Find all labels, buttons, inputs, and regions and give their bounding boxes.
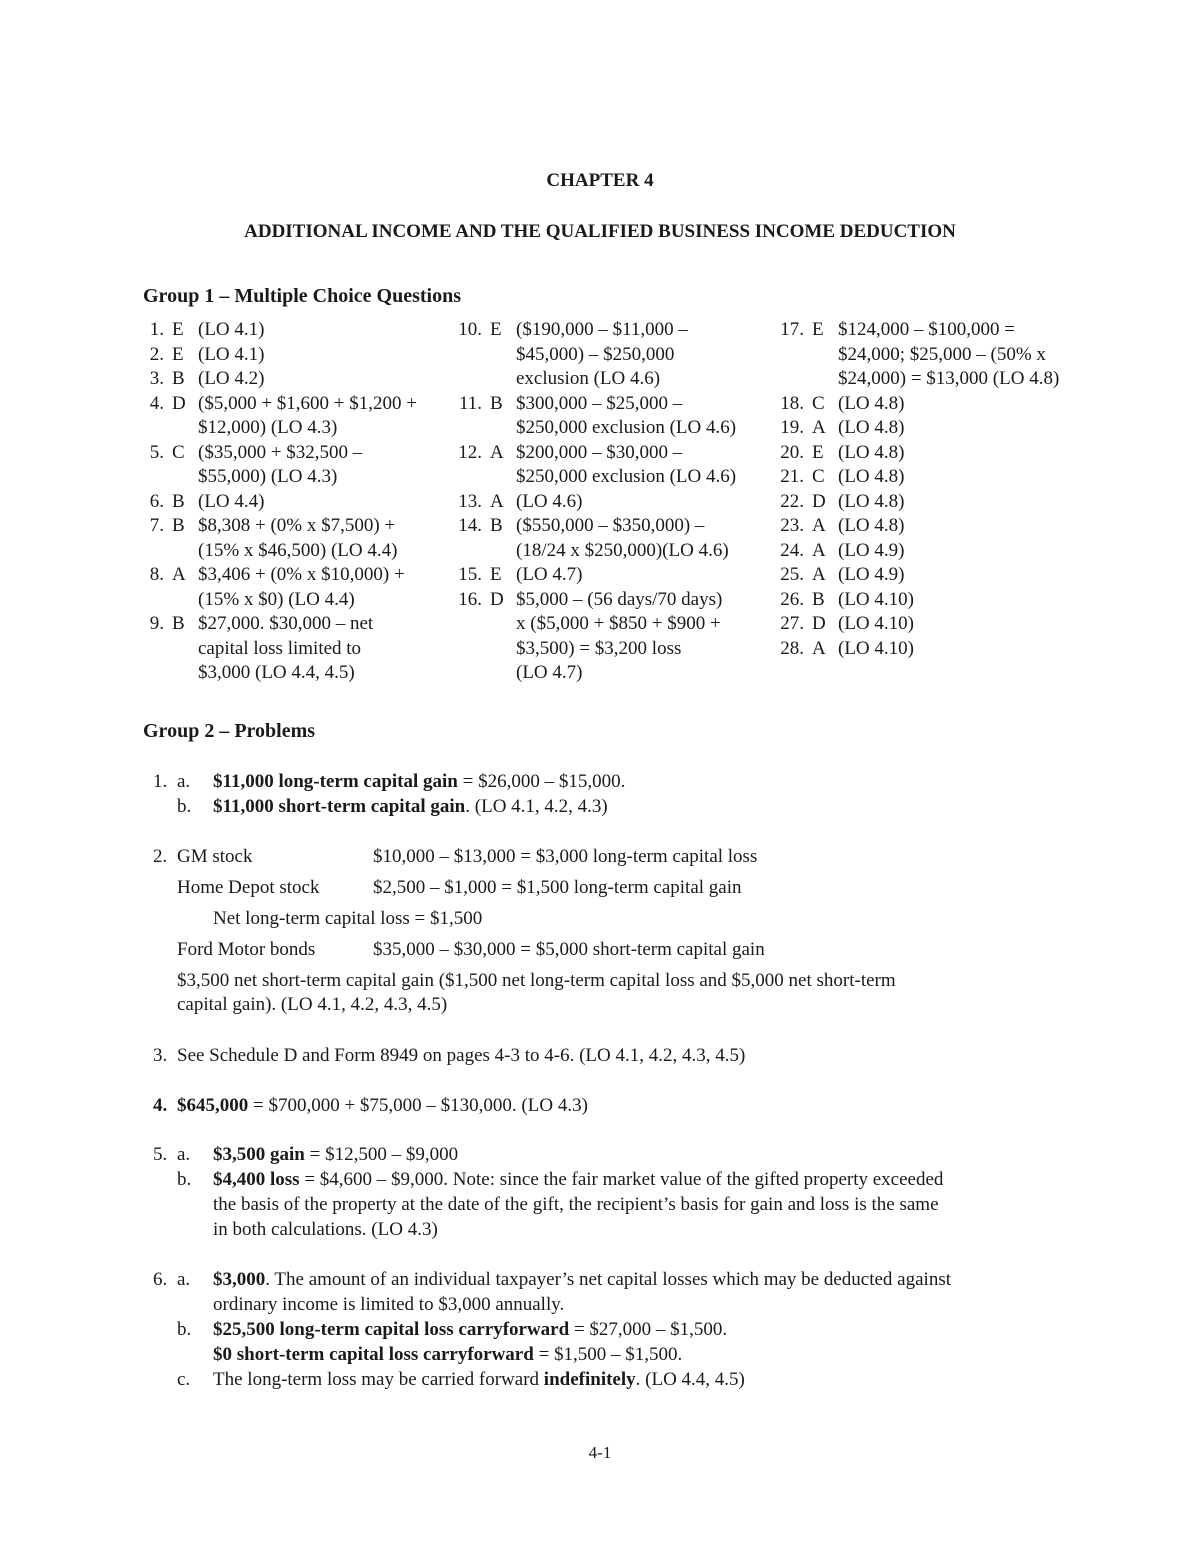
answer-letter: B — [812, 588, 825, 610]
question-number: 5. — [149, 441, 164, 463]
question-number: 16. — [458, 588, 482, 610]
answer-text: The long-term loss may be carried forward — [213, 1369, 544, 1390]
answer-text: = $26,000 – $15,000. — [457, 771, 626, 792]
problem-3 — [153, 1044, 746, 1068]
question-number: 1. — [149, 319, 164, 340]
answer-explanation: (LO 4.10) — [838, 588, 914, 610]
problem-2-summary-1: $3,500 net short-term capital gain ($1,500 net long-term capital loss and $5,000 net short-term — [177, 970, 896, 991]
part-label: b. — [177, 1169, 192, 1190]
question-number: 7. — [149, 515, 164, 536]
answer-letter: A — [172, 564, 186, 585]
answer-explanation: $8,308 + (0% x $7,500) + (15% x $46,500) (LO 4.4) — [198, 515, 398, 561]
answer-letter: E — [812, 441, 824, 463]
answer-explanation: $5,000 – (56 days/70 days) x ($5,000 + $850 + $900 + $3,500) = $3,200 loss (LO 4.7) — [516, 588, 723, 683]
mc-answer-item — [456, 318, 786, 392]
answer-letter: A — [812, 637, 826, 659]
answer-bold: $4,400 loss — [213, 1169, 300, 1190]
asset-calc: $35,000 – $30,000 = $5,000 short-term capital gain — [373, 939, 765, 960]
mc-answer-item — [138, 490, 468, 515]
answer-letter: B — [172, 490, 185, 512]
answer-bold: $11,000 short-term capital gain — [213, 796, 466, 817]
mc-answer-item — [138, 563, 468, 612]
answer-explanation: (LO 4.10) — [838, 613, 914, 634]
answer-letter: D — [490, 588, 504, 610]
mc-answer-item — [778, 539, 1108, 564]
answer-text: . (LO 4.1, 4.2, 4.3) — [465, 796, 608, 817]
answer-letter: B — [490, 515, 503, 536]
asset-label: Home Depot stock — [177, 877, 320, 898]
answer-letter: D — [812, 613, 826, 634]
asset-label: Ford Motor bonds — [177, 939, 316, 960]
part-label: b. — [177, 796, 192, 817]
part-label: a. — [177, 1144, 191, 1165]
answer-explanation: (LO 4.8) — [838, 392, 905, 414]
question-number: 21. — [780, 466, 804, 487]
answer-letter: B — [172, 515, 185, 536]
problem-2-net-ltcl: Net long-term capital loss = $1,500 — [213, 908, 483, 929]
answer-explanation: $3,406 + (0% x $10,000) + (15% x $0) (LO 4.4) — [198, 564, 405, 610]
mc-answer-item — [778, 465, 1108, 490]
problem-number: 5. — [153, 1144, 168, 1165]
question-number: 23. — [780, 515, 804, 536]
answer-explanation: (LO 4.1) — [198, 319, 265, 340]
question-number: 28. — [780, 637, 804, 659]
chapter-label: CHAPTER 4 — [546, 170, 654, 191]
answer-letter: C — [172, 441, 185, 463]
answer-explanation: (LO 4.9) — [838, 539, 905, 561]
answer-text: = $12,500 – $9,000 — [304, 1144, 459, 1165]
question-number: 18. — [780, 392, 804, 414]
asset-label: GM stock — [177, 846, 253, 867]
answer-explanation: $124,000 – $100,000 = $24,000; $25,000 – (50% x $24,000) = $13,000 (LO 4.8) — [838, 319, 1060, 389]
answer-text: = $700,000 + $75,000 – $130,000. (LO 4.3) — [248, 1095, 588, 1116]
question-number: 14. — [458, 515, 482, 536]
mc-column-1 — [138, 318, 468, 686]
group1-heading: Group 1 – Multiple Choice Questions — [143, 285, 461, 307]
problem-number: 4. — [153, 1095, 168, 1116]
answer-explanation: (LO 4.4) — [198, 490, 265, 512]
answer-explanation: $200,000 – $30,000 – $250,000 exclusion (LO 4.6) — [516, 441, 737, 487]
answer-explanation: ($190,000 – $11,000 – $45,000) – $250,000 exclusion (LO 4.6) — [516, 319, 688, 389]
problem-5-b-line2: the basis of the property at the date of the gift, the recipient’s basis for gain and loss is the same — [213, 1194, 939, 1215]
answer-bold: indefinitely — [543, 1369, 636, 1390]
question-number: 11. — [458, 392, 482, 414]
answer-letter: A — [812, 564, 826, 585]
part-label: a. — [177, 1269, 191, 1290]
problem-number: 1. — [153, 771, 168, 792]
problem-number: 2. — [153, 846, 168, 867]
mc-answer-item — [778, 490, 1108, 515]
answer-text: = $4,600 – $9,000. Note: since the fair market value of the gifted property exceeded — [299, 1169, 944, 1190]
answer-text: . (LO 4.4, 4.5) — [635, 1369, 745, 1390]
answer-letter: A — [812, 417, 826, 438]
answer-explanation: (LO 4.6) — [516, 490, 583, 512]
answer-explanation: (LO 4.8) — [838, 441, 905, 463]
answer-letter: D — [812, 490, 826, 512]
mc-answer-item — [456, 563, 786, 588]
group2-heading: Group 2 – Problems — [143, 720, 316, 742]
mc-answer-item — [778, 588, 1108, 613]
problem-6-a-line2: ordinary income is limited to $3,000 annually. — [213, 1294, 565, 1315]
answer-text: = $27,000 – $1,500. — [569, 1319, 728, 1340]
answer-text: . The amount of an individual taxpayer’s net capital losses which may be deducted against — [265, 1269, 951, 1290]
answer-explanation: (LO 4.7) — [516, 564, 583, 585]
problem-6-b-line2 — [213, 1343, 682, 1367]
asset-calc: $2,500 – $1,000 = $1,500 long-term capital gain — [373, 877, 742, 898]
question-number: 10. — [458, 319, 482, 340]
mc-answer-item — [138, 441, 468, 490]
asset-calc: $10,000 – $13,000 = $3,000 long-term capital loss — [373, 846, 758, 867]
mc-answer-item — [778, 416, 1108, 441]
mc-answer-item — [138, 343, 468, 368]
question-number: 25. — [780, 564, 804, 585]
answer-letter: E — [172, 319, 184, 340]
answer-explanation: (LO 4.10) — [838, 637, 914, 659]
answer-letter: A — [490, 490, 504, 512]
answer-explanation: (LO 4.9) — [838, 564, 905, 585]
answer-letter: C — [812, 466, 825, 487]
mc-answer-item — [778, 318, 1108, 392]
answer-bold: $0 short-term capital loss carryforward — [213, 1344, 534, 1365]
question-number: 20. — [780, 441, 804, 463]
part-label: a. — [177, 771, 191, 792]
answer-text: = $1,500 – $1,500. — [533, 1344, 683, 1365]
answer-explanation: (LO 4.2) — [198, 368, 265, 389]
answer-explanation: ($550,000 – $350,000) – (18/24 x $250,000)(LO 4.6) — [516, 515, 729, 561]
mc-column-3 — [778, 318, 1108, 661]
question-number: 22. — [780, 490, 804, 512]
answer-letter: C — [812, 392, 825, 414]
answer-letter: A — [812, 539, 826, 561]
mc-answer-item — [456, 514, 786, 563]
mc-answer-item — [138, 612, 468, 686]
answer-explanation: (LO 4.8) — [838, 490, 905, 512]
mc-answer-item — [138, 514, 468, 563]
problem-4 — [153, 1094, 588, 1118]
answer-letter: A — [490, 441, 504, 463]
answer-explanation: $27,000. $30,000 – net capital loss limited to $3,000 (LO 4.4, 4.5) — [198, 613, 374, 683]
problem-2-summary-2: capital gain). (LO 4.1, 4.2, 4.3, 4.5) — [177, 994, 448, 1015]
answer-letter: E — [490, 319, 502, 340]
chapter-title: ADDITIONAL INCOME AND THE QUALIFIED BUSINESS INCOME DEDUCTION — [244, 221, 956, 242]
question-number: 6. — [149, 490, 164, 512]
mc-answer-item — [138, 392, 468, 441]
mc-answer-item — [456, 392, 786, 441]
answer-letter: E — [490, 564, 502, 585]
question-number: 2. — [149, 343, 164, 365]
problem-2-row-gm — [153, 845, 758, 869]
mc-answer-item — [456, 490, 786, 515]
problem-5-b-line3: in both calculations. (LO 4.3) — [213, 1219, 438, 1240]
question-number: 19. — [780, 417, 804, 438]
answer-letter: D — [172, 392, 186, 414]
mc-answer-item — [778, 392, 1108, 417]
answer-letter: E — [172, 343, 184, 365]
answer-text: See Schedule D and Form 8949 on pages 4-3 to 4-6. (LO 4.1, 4.2, 4.3, 4.5) — [177, 1045, 746, 1066]
answer-explanation: ($35,000 + $32,500 – $55,000) (LO 4.3) — [198, 441, 363, 487]
problem-6-a — [153, 1268, 951, 1292]
answer-explanation: ($5,000 + $1,600 + $1,200 + $12,000) (LO 4.3) — [198, 392, 417, 438]
page-number: 4-1 — [588, 1443, 612, 1462]
question-number: 15. — [458, 564, 482, 585]
answer-bold: $11,000 long-term capital gain — [213, 771, 458, 792]
mc-answer-item — [778, 637, 1108, 662]
answer-letter: B — [172, 613, 185, 634]
question-number: 13. — [458, 490, 482, 512]
mc-answer-item — [778, 514, 1108, 539]
answer-explanation: $300,000 – $25,000 – $250,000 exclusion (LO 4.6) — [516, 392, 737, 438]
question-number: 17. — [780, 319, 804, 340]
answer-bold: $645,000 — [177, 1095, 249, 1116]
question-number: 3. — [149, 368, 164, 389]
mc-answer-item — [456, 441, 786, 490]
mc-answer-item — [138, 367, 468, 392]
mc-answer-item — [456, 588, 786, 686]
question-number: 26. — [780, 588, 804, 610]
problem-number: 3. — [153, 1045, 168, 1066]
answer-explanation: (LO 4.1) — [198, 343, 265, 365]
mc-answer-item — [138, 318, 468, 343]
mc-answer-item — [778, 441, 1108, 466]
answer-explanation: (LO 4.8) — [838, 466, 905, 487]
answer-explanation: (LO 4.8) — [838, 515, 905, 536]
problem-1-a — [153, 770, 626, 794]
problem-number: 6. — [153, 1269, 168, 1290]
mc-answer-item — [778, 612, 1108, 637]
mc-column-2 — [456, 318, 786, 686]
question-number: 27. — [780, 613, 804, 634]
part-label: b. — [177, 1319, 192, 1340]
answer-bold: $3,500 gain — [213, 1144, 305, 1165]
part-label: c. — [177, 1369, 191, 1390]
question-number: 12. — [458, 441, 482, 463]
problem-5-a — [153, 1143, 459, 1167]
question-number: 8. — [149, 564, 164, 585]
mc-answer-item — [778, 563, 1108, 588]
answer-letter: E — [812, 319, 824, 340]
answer-letter: B — [490, 392, 503, 414]
answer-explanation: (LO 4.8) — [838, 417, 905, 438]
answer-bold: $25,500 long-term capital loss carryforward — [213, 1319, 570, 1340]
question-number: 24. — [780, 539, 804, 561]
question-number: 4. — [149, 392, 164, 414]
answer-letter: A — [812, 515, 826, 536]
question-number: 9. — [149, 613, 164, 634]
answer-letter: B — [172, 368, 185, 389]
answer-bold: $3,000 — [213, 1269, 266, 1290]
